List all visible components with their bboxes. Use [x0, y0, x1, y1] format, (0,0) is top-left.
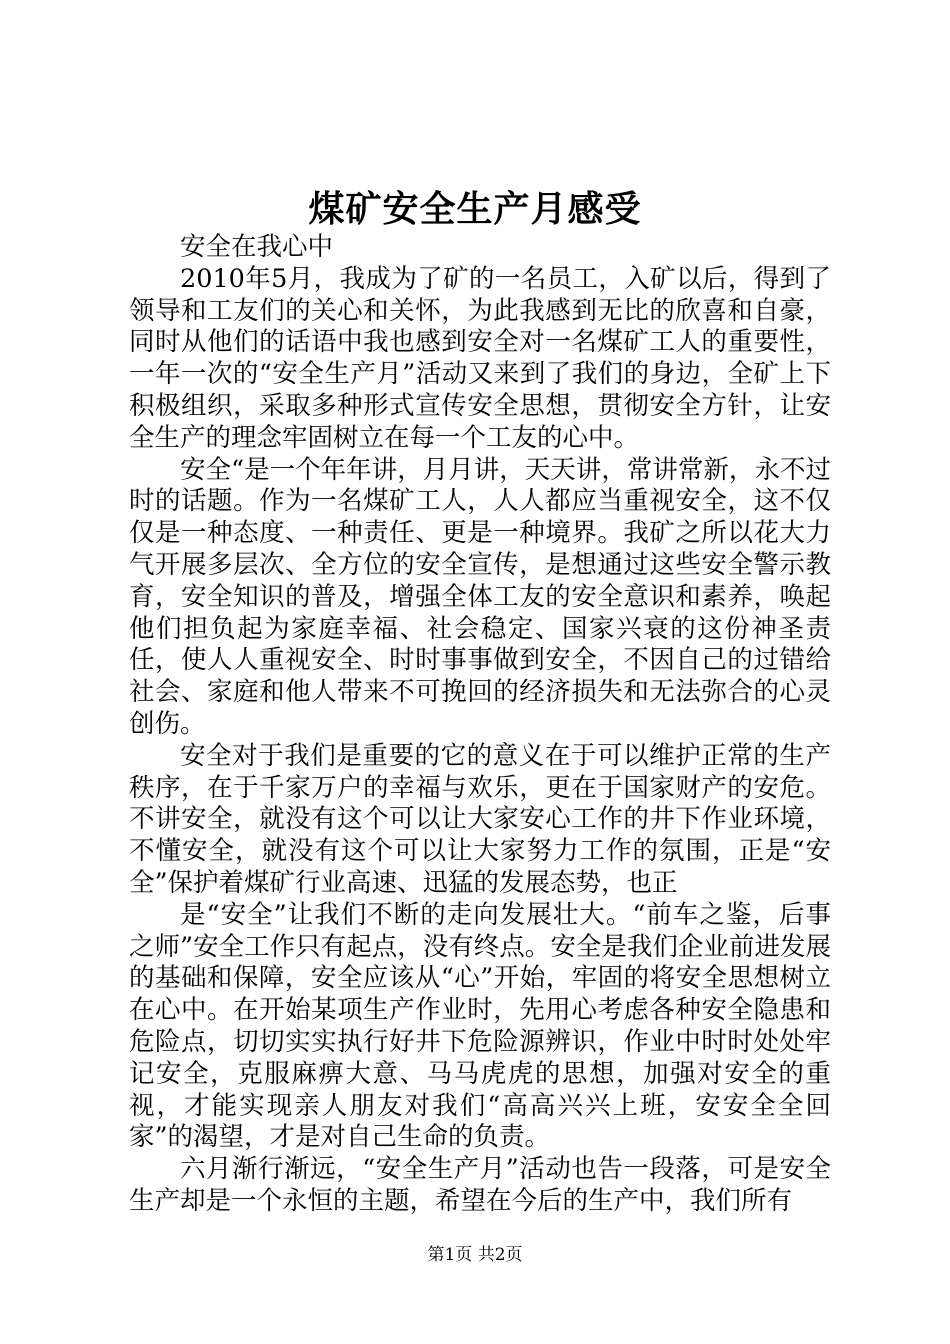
paragraph: 2010年5月，我成为了矿的一名员工，入矿以后，得到了领导和工友们的关心和关怀，为此我感到无比的欣喜和自豪，同时从他们的话语中我也感到安全对一名煤矿工人的重要性，一年一次的“安全生产月”活动又来到了我们的身边，全矿上下积极组织，采取多种形式宣传安全思想，贯彻安全方针，让安全生产的理念牢固树立在每一个工友的心中。 — [129, 263, 831, 453]
paragraph: 是“安全”让我们不断的走向发展壮大。“前车之鉴，后事之师”安全工作只有起点，没有终点。安全是我们企业前进发展的基础和保障，安全应该从“心”开始，牢固的将安全思想树立在心中。在开始某项生产作业时，先用心考虑各种安全隐患和危险点，切切实实执行好井下危险源辨识，作业中时时处处牢记安全，克服麻痹大意、马马虎虎的思想，加强对安全的重视，才能实现亲人朋友对我们“高高兴兴上班，安安全全回家”的渴望，才是对自己生命的负责。 — [129, 899, 831, 1153]
paragraph: 安全“是一个年年讲，月月讲，天天讲，常讲常新，永不过时的话题。作为一名煤矿工人，人人都应当重视安全，这不仅仅是一种态度、一种责任、更是一种境界。我矿之所以花大力气开展多层次、全方位的安全宣传，是想通过这些安全警示教育，安全知识的普及，增强全体工友的安全意识和素养，唤起他们担负起为家庭幸福、社会稳定、国家兴衰的这份神圣责任，使人人重视安全、时时事事做到安全，不因自己的过错给社会、家庭和他人带来不可挽回的经济损失和无法弥合的心灵创伤。 — [129, 454, 831, 739]
paragraph: 安全对于我们是重要的它的意义在于可以维护正常的生产秩序，在于千家万户的幸福与欢乐，更在于国家财产的安危。不讲安全，就没有这个可以让大家安心工作的井下作业环境，不懂安全，就没有这个可以让大家努力工作的氛围，正是“安全”保护着煤矿行业高速、迅猛的发展态势，也正 — [129, 740, 831, 898]
paragraph: 六月渐行渐远，“安全生产月”活动也告一段落，可是安全生产却是一个永恒的主题，希望在今后的生产中，我们所有 — [129, 1154, 831, 1216]
page-number-footer: 第1页 共2页 — [427, 1245, 523, 1265]
document-title: 煤矿安全生产月感受 — [308, 188, 642, 230]
paragraph-heading: 安全在我心中 — [180, 232, 334, 262]
document-body — [129, 232, 831, 1218]
